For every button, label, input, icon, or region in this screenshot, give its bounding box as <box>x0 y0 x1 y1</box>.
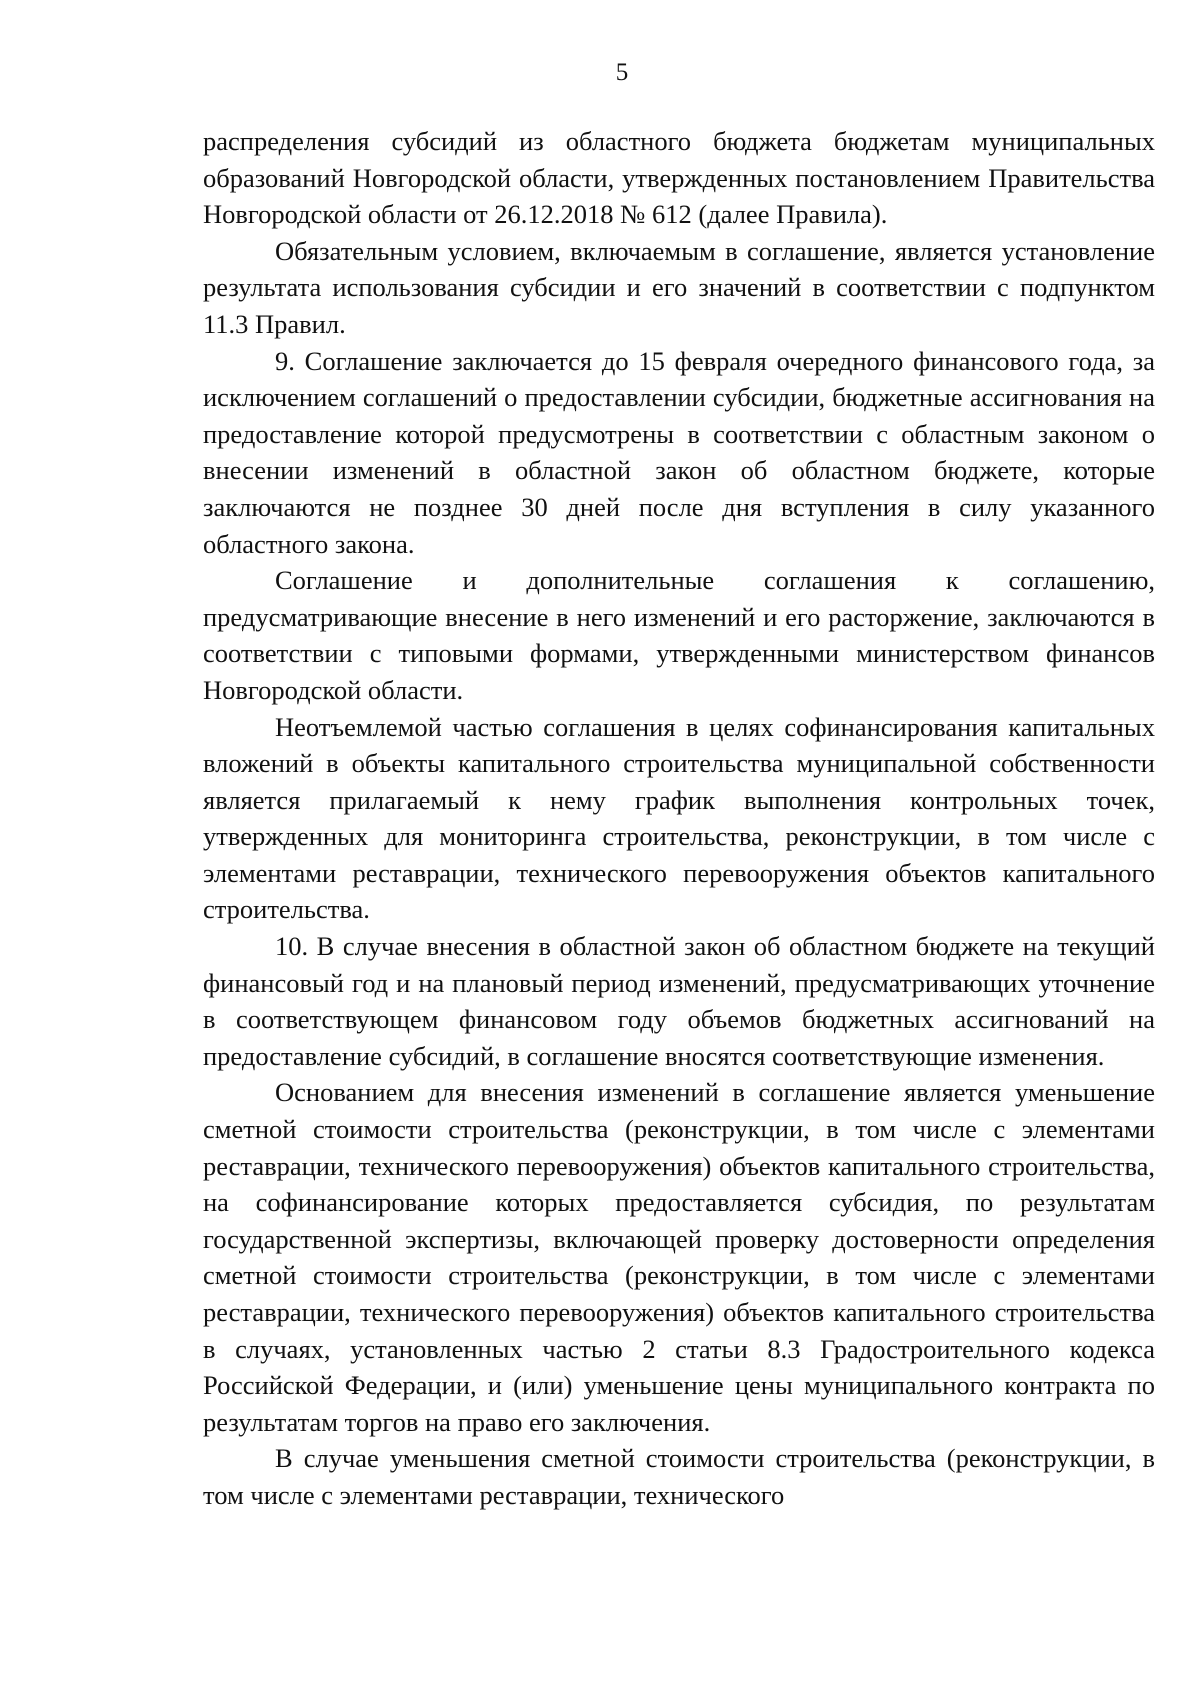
paragraph-grounds-for-changes: Основанием для внесения изменений в соглашение является уменьшение сметной стоимости строительства (реконструкции, в том числе с элементами реставрации, технического перевооружения) объектов капитального строительства, на софинансирование которых предоставляется субсидия, по результатам государственной экспертизы, включающей проверку достоверности определения сметной стоимости строительства (реконструкции, в том числе с элементами реставрации, технического перевооружения) объектов капитального строительства в случаях, установленных частью 2 статьи 8.3 Градостроительного кодекса Российской Федерации, и (или) уменьшение цены муниципального контракта по результатам торгов на право его заключения. <box>203 1077 1155 1437</box>
paragraph-rules-reference: распределения субсидий из областного бюджета бюджетам муниципальных образований Новгородской области, утвержденных постановлением Правительства Новгородской области от 26.12.2018 № 612 (далее Правила). <box>203 126 1155 230</box>
paragraph-mandatory-condition: Обязательным условием, включаемым в соглашение, является установление результата использования субсидии и его значений в соответствии с подпунктом 11.3 Правил. <box>203 235 1155 339</box>
page-number: 5 <box>615 59 629 86</box>
paragraph-item-10: 10. В случае внесения в областной закон об областном бюджете на текущий финансовый год и на плановый период изменений, предусматривающих уточнение в соответствующем финансовом году объемов бюджетных ассигнований на предоставление субсидий, в соглашение вносятся соответствующие изменения. <box>203 931 1155 1071</box>
paragraph-item-9: 9. Соглашение заключается до 15 февраля очередного финансового года, за исключением соглашений о предоставлении субсидии, бюджетные ассигнования на предоставление которой предусмотрены в соответствии с областным законом о внесении изменений в областной закон об областном бюджете, которые заключаются не позднее 30 дней после дня вступления в силу указанного областного закона. <box>203 345 1155 559</box>
paragraph-cost-reduction: В случае уменьшения сметной стоимости строительства (реконструкции, в том числе с элементами реставрации, технического <box>203 1443 1155 1510</box>
paragraph-control-points: Неотъемлемой частью соглашения в целях софинансирования капитальных вложений в объекты капитального строительства муниципальной собственности является прилагаемый к нему график выполнения контрольных точек, утвержденных для мониторинга строительства, реконструкции, в том числе с элементами реставрации, технического перевооружения объектов капитального строительства. <box>203 711 1155 925</box>
paragraph-agreement-forms: Соглашение и дополнительные соглашения к соглашению, предусматривающие внесение в него изменений и его расторжение, заключаются в соответствии с типовыми формами, утвержденными министерством финансов Новгородской области. <box>203 565 1155 705</box>
document-body <box>203 123 1155 1514</box>
